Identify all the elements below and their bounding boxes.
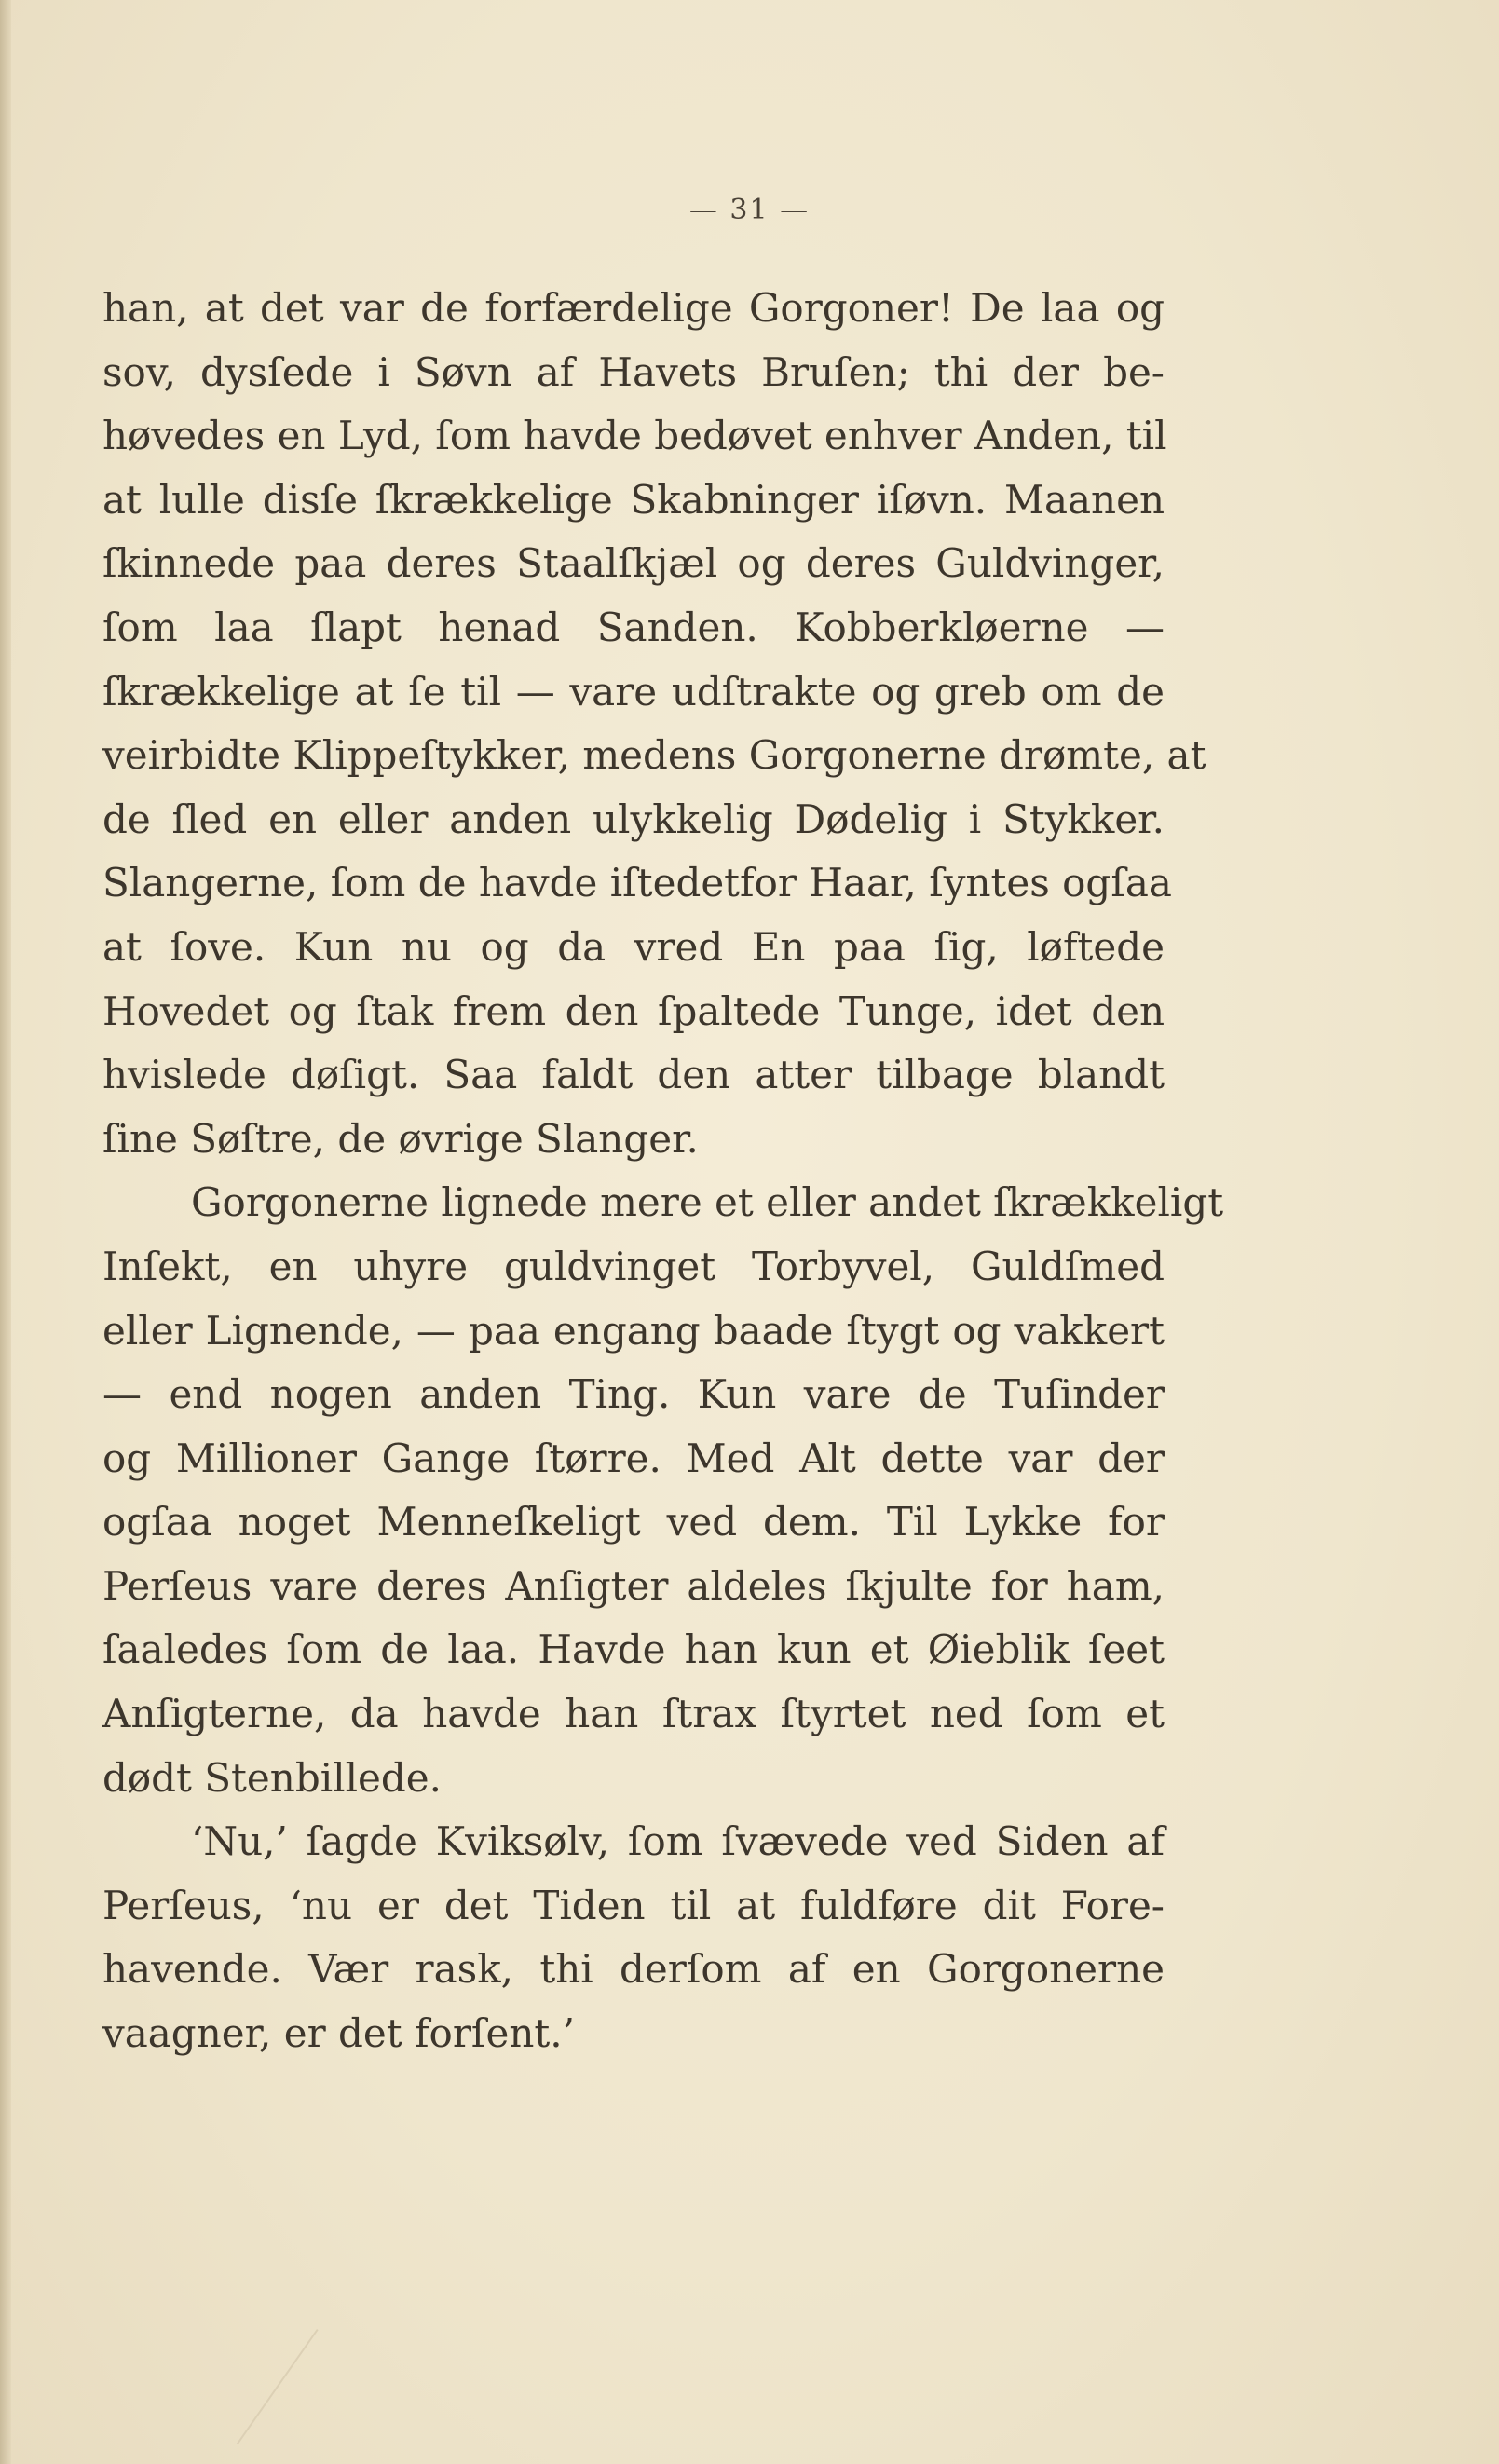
text-line: hvislede døſigt. Saa faldt den atter tilbage blandt bbox=[102, 1052, 1165, 1098]
text-line: vaagner, er det forſent.’ bbox=[102, 2010, 575, 2057]
text-line: sov, dysſede i Søvn af Havets Bruſen; thi der be- bbox=[102, 348, 1165, 395]
text-line: dødt Stenbillede. bbox=[102, 1754, 442, 1801]
text-line: og Millioner Gange ſtørre. Med Alt dette var der bbox=[102, 1435, 1165, 1481]
text-line: Perſeus, ‘nu er det Tiden til at fuldføre dit Fore- bbox=[102, 1882, 1165, 1928]
paper-crease bbox=[237, 2329, 319, 2444]
text-line: ſine Søſtre, de øvrige Slanger. bbox=[102, 1115, 699, 1162]
text-line: ſkinnede paa deres Staalſkjæl og deres Guldvinger, bbox=[102, 540, 1165, 587]
text-line: havende. Vær rask, thi derſom af en Gorgonerne bbox=[102, 1946, 1165, 1993]
text-line: at lulle disſe ſkrækkelige Skabninger iſøvn. Maanen bbox=[102, 476, 1165, 523]
text-line: eller Lignende, — paa engang baade ſtygt og vakkert bbox=[102, 1307, 1165, 1354]
text-line: de ſled en eller anden ulykkelig Dødelig i Stykker. bbox=[102, 796, 1165, 842]
page-edge bbox=[0, 0, 11, 2464]
text-line: ſaaledes ſom de laa. Havde han kun et Øieblik ſeet bbox=[102, 1627, 1165, 1673]
text-line: ſom laa ſlapt henad Sanden. Kobberkløerne — bbox=[102, 604, 1165, 650]
text-line: Hovedet og ſtak frem den ſpaltede Tunge, idet den bbox=[102, 987, 1165, 1034]
text-line: ‘Nu,’ ſagde Kviksølv, ſom ſvævede ved Siden af bbox=[191, 1818, 1165, 1865]
text-line: ſkrækkelige at ſe til — vare udſtrakte og greb om de bbox=[102, 668, 1165, 715]
text-line: Gorgonerne lignede mere et eller andet ſkrækkeligt bbox=[191, 1179, 1224, 1226]
text-line: Inſekt, en uhyre guldvinget Torbyvel, Guldſmed bbox=[102, 1243, 1165, 1289]
text-line: Slangerne, ſom de havde iſtedetfor Haar, ſyntes ogſaa bbox=[102, 860, 1172, 906]
page-number: — 31 — bbox=[688, 194, 811, 226]
body-text bbox=[102, 277, 1224, 2066]
text-line: Perſeus vare deres Anſigter aldeles ſkjulte for ham, bbox=[102, 1562, 1165, 1609]
text-line: Anſigterne, da havde han ſtrax ſtyrtet ned ſom et bbox=[102, 1691, 1165, 1737]
text-line: han, at det var de forfærdelige Gorgoner! De laa og bbox=[102, 285, 1165, 331]
text-line: høvedes en Lyd, ſom havde bedøvet enhver Anden, til bbox=[102, 413, 1167, 459]
text-line: ogſaa noget Menneſkeligt ved dem. Til Lykke for bbox=[102, 1499, 1165, 1545]
text-line: veirbidte Klippeſtykker, medens Gorgonerne drømte, at bbox=[102, 732, 1206, 779]
text-line: — end nogen anden Ting. Kun vare de Tuſinder bbox=[102, 1371, 1165, 1418]
text-line: at ſove. Kun nu og da vred En paa ſig, løftede bbox=[102, 923, 1165, 970]
